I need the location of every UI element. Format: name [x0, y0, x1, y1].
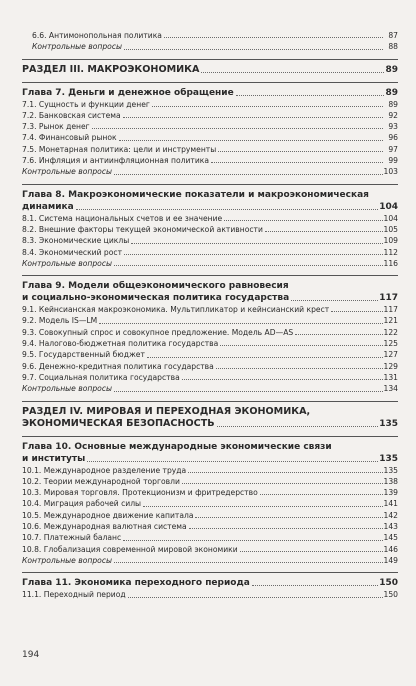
toc-entry-page: 146: [383, 544, 398, 554]
toc-entry-text: Миграция рабочей силы: [43, 499, 142, 509]
toc-entry: [22, 224, 398, 235]
toc-entry-number: 9.3.: [22, 327, 37, 337]
toc-entry-title: [22, 224, 263, 235]
toc-entry-text: Финансовый рынок: [38, 133, 117, 143]
section-title: РАЗДЕЛ III. МАКРОЭКОНОМИКА: [22, 63, 200, 75]
toc-entry-text: Антимонопольная политика: [48, 31, 162, 40]
toc-entry-title: [22, 589, 126, 600]
chapter-10-heading: [22, 436, 398, 465]
toc-entry-page: 97: [388, 144, 398, 154]
dot-leader: [252, 585, 378, 586]
toc-entry-page: 87: [388, 31, 398, 40]
toc-entry-page: 117: [383, 305, 398, 315]
toc-entry-title: [22, 465, 186, 476]
toc-entry-number: 9.6.: [22, 361, 37, 371]
toc-entry-number: 8.2.: [22, 224, 37, 234]
toc-entry-text: Мировая торговля. Протекционизм и фритредерство: [43, 488, 258, 498]
toc-entry: [22, 166, 398, 177]
chapter-10-items: [22, 465, 398, 567]
toc-entry-text: Кейнсианская макроэкономика. Мультипликатор и кейнсианский крест: [38, 305, 330, 315]
dot-leader: [240, 551, 383, 552]
toc-entry-text: Денежно-кредитная политика государства: [38, 361, 214, 371]
chapter-page: 135: [379, 453, 398, 464]
toc-entry-number: 10.3.: [22, 488, 42, 498]
toc-entry-number: 9.1.: [22, 305, 37, 315]
toc-entry-number: 7.1.: [22, 99, 37, 109]
dot-leader: [164, 37, 383, 38]
toc-entry-page: 116: [383, 258, 398, 268]
toc-entry: [22, 41, 398, 52]
toc-entry: [22, 121, 398, 132]
toc-entry-text: Совокупный спрос и совокупное предложение. Модель AD—AS: [38, 327, 294, 337]
toc-entry-text: Инфляция и антиинфляционная политика: [38, 156, 210, 166]
toc-entry-page: 149: [383, 555, 398, 565]
toc-entry: [22, 338, 398, 349]
toc-entry-number: 7.2.: [22, 110, 37, 120]
chapter-page: 104: [379, 201, 398, 212]
dot-leader: [119, 140, 383, 141]
dot-leader: [331, 311, 382, 312]
toc-entry: [22, 258, 398, 269]
toc-entry-title: [22, 487, 258, 498]
toc-entry-text: Контрольные вопросы: [22, 555, 112, 565]
dot-leader: [291, 300, 378, 301]
chapter-title-line2: динамика: [22, 201, 74, 212]
toc-entry-title: [22, 121, 90, 132]
toc-entry-title: [32, 41, 122, 52]
toc-entry-text: Рынок денег: [38, 122, 90, 132]
toc-entry-title: [22, 110, 121, 121]
chapter-page: 117: [379, 293, 398, 304]
dot-leader: [211, 162, 383, 163]
toc-entry-page: 135: [383, 465, 398, 475]
toc-entry: [22, 247, 398, 258]
toc-entry: [22, 155, 398, 166]
toc-entry-title: [22, 247, 122, 258]
toc-entry-page: 112: [383, 247, 398, 257]
toc-entry-number: 6.6.: [32, 31, 47, 40]
toc-entry-page: 150: [383, 590, 398, 600]
toc-entry-page: 109: [383, 236, 398, 246]
toc-entry-page: 89: [388, 99, 398, 109]
toc-entry-page: 125: [383, 339, 398, 349]
section-page: 89: [385, 64, 398, 75]
dot-leader: [217, 426, 379, 427]
toc-entry: [22, 465, 398, 476]
toc-entry-text: Государственный бюджет: [38, 350, 145, 360]
toc-entry-page: 88: [388, 42, 398, 52]
toc-entry-text: Международное разделение труда: [43, 465, 187, 475]
chapter-11-heading: [22, 572, 398, 589]
toc-entry-number: 10.2.: [22, 476, 42, 486]
chapter-title-line2: и институты: [22, 453, 86, 464]
toc-entry-number: 9.5.: [22, 350, 37, 360]
toc-entry-page: 93: [388, 122, 398, 132]
toc-entry-title: [22, 510, 193, 521]
dot-leader: [188, 472, 382, 473]
toc-entry: [22, 555, 398, 566]
toc-entry-page: 99: [388, 156, 398, 166]
dot-leader: [260, 494, 383, 495]
dot-leader: [114, 265, 383, 266]
toc-entry-page: 129: [383, 361, 398, 371]
toc-entry-title: [32, 30, 162, 41]
toc-entry-number: 8.1.: [22, 213, 37, 223]
toc-entry-number: 9.4.: [22, 339, 37, 349]
dot-leader: [195, 517, 382, 518]
dot-leader: [236, 95, 385, 96]
toc-entry: [22, 498, 398, 509]
toc-entry-title: [22, 338, 218, 349]
dot-leader: [152, 106, 383, 107]
dot-leader: [216, 368, 383, 369]
toc-entry-number: 10.4.: [22, 499, 42, 509]
toc-entry-number: 7.6.: [22, 156, 37, 166]
toc-entry-title: [22, 235, 129, 246]
toc-entry-title: [22, 476, 180, 487]
chapter-page: 89: [385, 87, 398, 98]
toc-entry: [22, 304, 398, 315]
toc-entry-title: [22, 304, 329, 315]
chapter-7-items: [22, 99, 398, 178]
dot-leader: [76, 209, 378, 210]
dot-leader: [295, 334, 382, 335]
toc-entry-page: 145: [383, 533, 398, 543]
toc-entry-title: [22, 132, 117, 143]
toc-entry-text: Международное движение капитала: [43, 510, 194, 520]
chapter-page: 150: [379, 578, 398, 589]
toc-entry: [22, 372, 398, 383]
chapter-title: Глава 7. Деньги и денежное обращение: [22, 87, 234, 98]
dot-leader: [220, 345, 382, 346]
chapter-9-heading: [22, 275, 398, 304]
toc-entry-title: [22, 349, 145, 360]
dot-leader: [124, 49, 383, 50]
toc-entry: [22, 235, 398, 246]
toc-entry-text: Глобализация современной мировой экономики: [43, 544, 238, 554]
toc-entry-page: 122: [383, 327, 398, 337]
toc-entry: [22, 532, 398, 543]
dot-leader: [147, 357, 383, 358]
toc-entry-page: 134: [383, 384, 398, 394]
dot-leader: [124, 254, 382, 255]
chapter-title-line1: Глава 8. Макроэкономические показатели и макроэкономическая: [22, 189, 369, 200]
toc-entry: [22, 544, 398, 555]
toc-entry-title: [22, 383, 112, 394]
chapter-8-items: [22, 213, 398, 269]
toc-entry-page: 104: [383, 213, 398, 223]
toc-entry-text: Монетарная политика: цели и инструменты: [38, 144, 217, 154]
toc-entry-text: Платежный баланс: [43, 533, 122, 543]
toc-entry-number: 10.8.: [22, 544, 42, 554]
toc-entry: [22, 30, 398, 41]
dot-leader: [128, 597, 383, 598]
toc-entry-text: Контрольные вопросы: [32, 42, 122, 52]
dot-leader: [189, 528, 383, 529]
toc-entry-number: 10.1.: [22, 465, 42, 475]
toc-entry: [22, 315, 398, 326]
toc-entry: [22, 213, 398, 224]
toc-entry-text: Система национальных счетов и ее значение: [38, 213, 223, 223]
toc-entry-page: 142: [383, 510, 398, 520]
dot-leader: [224, 220, 382, 221]
toc-entry-number: 7.5.: [22, 144, 37, 154]
toc-entry-number: 9.2.: [22, 316, 37, 326]
toc-entry-page: 139: [383, 488, 398, 498]
dot-leader: [114, 174, 383, 175]
toc-entry-page: 96: [388, 133, 398, 143]
toc-entry: [22, 110, 398, 121]
dot-leader: [87, 461, 378, 462]
toc-entry-page: 143: [383, 522, 398, 532]
toc-entry-number: 11.1.: [22, 590, 42, 600]
toc-entry: [22, 521, 398, 532]
toc-entry: [22, 327, 398, 338]
toc-entry-number: 8.4.: [22, 247, 37, 257]
toc-entry-number: 8.3.: [22, 236, 37, 246]
dot-leader: [114, 562, 383, 563]
toc-entry: [22, 476, 398, 487]
chapter-title-line1: Глава 10. Основные международные экономические связи: [22, 441, 332, 452]
toc-entry-text: Внешние факторы текущей экономической активности: [38, 224, 263, 234]
toc-entry: [22, 487, 398, 498]
toc-entry-title: [22, 555, 112, 566]
dot-leader: [123, 117, 383, 118]
dot-leader: [92, 128, 383, 129]
chapter-title-line2: и социально-экономическая политика государства: [22, 293, 290, 304]
toc-entry-page: 92: [388, 110, 398, 120]
toc-entry-page: 127: [383, 350, 398, 360]
toc-entry: [22, 383, 398, 394]
chapter-8-heading: [22, 184, 398, 213]
toc-entry-number: 10.6.: [22, 522, 42, 532]
toc-entry-text: Контрольные вопросы: [22, 384, 112, 394]
toc-entry-page: 141: [383, 499, 398, 509]
chapter-9-items: [22, 304, 398, 394]
toc-entry-title: [22, 327, 293, 338]
dot-leader: [201, 72, 384, 73]
toc-entry-title: [22, 521, 187, 532]
section-3-heading: [22, 59, 398, 76]
toc-entry: [22, 99, 398, 110]
toc-entry-title: [22, 498, 141, 509]
toc-entry-text: Модель IS—LM: [38, 316, 98, 326]
toc-entry-text: Контрольные вопросы: [22, 258, 112, 268]
toc-entry-title: [22, 315, 97, 326]
toc-entry: [22, 132, 398, 143]
toc-entry-title: [22, 258, 112, 269]
toc-entry-title: [22, 213, 222, 224]
toc-entry-page: 121: [383, 316, 398, 326]
dot-leader: [114, 391, 383, 392]
toc-entry-text: Экономический рост: [38, 247, 123, 257]
toc-entry-title: [22, 166, 112, 177]
toc-entry-title: [22, 99, 150, 110]
toc-entry-number: 10.5.: [22, 510, 42, 520]
dot-leader: [265, 231, 383, 232]
dot-leader: [218, 151, 383, 152]
section-4-heading: [22, 401, 398, 430]
toc-entry-number: 9.7.: [22, 372, 37, 382]
toc-entry-title: [22, 144, 216, 155]
toc-entry: [22, 144, 398, 155]
toc-entry-text: Налогово-бюджетная политика государства: [38, 339, 219, 349]
toc-entry-text: Международная валютная система: [43, 522, 187, 532]
section-page: 135: [379, 418, 398, 429]
toc-entry-title: [22, 532, 121, 543]
toc-entry-text: Переходный период: [43, 590, 126, 600]
section-title-line2: ЭКОНОМИЧЕСКАЯ БЕЗОПАСНОСТЬ: [22, 417, 215, 429]
chapter-title: Глава 11. Экономика переходного периода: [22, 578, 250, 589]
dot-leader: [182, 379, 383, 380]
toc-entry-number: 7.4.: [22, 133, 37, 143]
toc-entry-text: Банковская система: [38, 110, 121, 120]
toc-entry-page: 131: [383, 372, 398, 382]
page-number: 194: [22, 650, 40, 660]
toc-entry-text: Сущность и функции денег: [38, 99, 150, 109]
toc-entry: [22, 361, 398, 372]
toc-entry-number: 10.7.: [22, 533, 42, 543]
chapter-7-heading: [22, 82, 398, 99]
table-of-contents: [22, 30, 398, 601]
toc-entry-text: Социальная политика государства: [38, 372, 180, 382]
toc-entry: [22, 589, 398, 600]
dot-leader: [99, 323, 382, 324]
toc-entry-page: 138: [383, 476, 398, 486]
toc-entry-title: [22, 372, 180, 383]
dot-leader: [131, 243, 382, 244]
toc-entry-text: Теории международной торговли: [43, 476, 180, 486]
toc-entry-text: Контрольные вопросы: [22, 167, 112, 177]
toc-entry-title: [22, 361, 214, 372]
toc-entry-title: [22, 544, 238, 555]
dot-leader: [123, 540, 382, 541]
toc-entry-number: 7.3.: [22, 122, 37, 132]
toc-entry-text: Экономические циклы: [38, 236, 130, 246]
dot-leader: [143, 506, 382, 507]
toc-entry-page: 103: [383, 167, 398, 177]
toc-entry-page: 105: [383, 224, 398, 234]
toc-entry: [22, 510, 398, 521]
toc-entry: [22, 349, 398, 360]
toc-top-block: [22, 30, 398, 53]
chapter-title-line1: Глава 9. Модели общеэкономического равновесия: [22, 281, 289, 292]
section-title-line1: РАЗДЕЛ IV. МИРОВАЯ И ПЕРЕХОДНАЯ ЭКОНОМИКА,: [22, 405, 311, 417]
chapter-11-items: [22, 589, 398, 600]
dot-leader: [182, 483, 383, 484]
toc-entry-title: [22, 155, 209, 166]
